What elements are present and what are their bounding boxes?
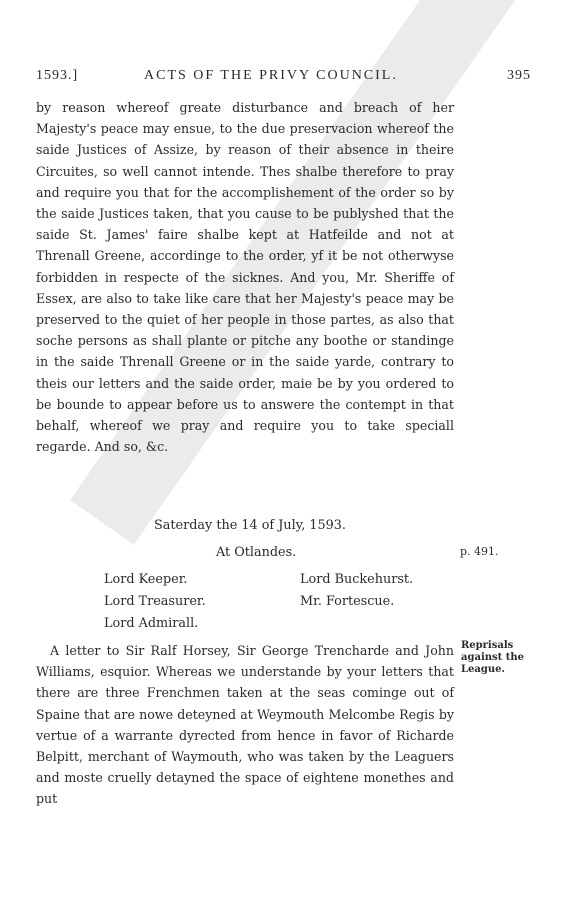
letter-paragraph: A letter to Sir Ralf Horsey, Sir George Trencharde and John Williams, esquior. Whereas we understande by your letters that there are three Frenchmen taken at the seas cominge out of Spaine that are nowe deteyned at Weymouth Melcombe Regis by vertue of a warrante dyrected from hence in favor of Richarde Belpitt, merchant of Waymouth, who was taken by the Leaguers and moste cruelly detayned the space of eightene monethes and put xyxy=(36,643,454,807)
paragraph-continuation: by reason whereof greate disturbance and breach of her Majesty's peace may ensue, to the due preservacion whereof the saide Justices of Assize, by reason of their absence in theire Circuites, so well cannot intende. Thes shalbe therefore to pray and require you that for the accomplishement of the order so by the saide Justices taken, that you cause to be publyshed that the saide St. James' faire shalbe kept at Hatfeilde and not at Threnall Greene, accordinge to the order, yf it be not otherwyse forbidden in respecte of the sicknes. And you, Mr. Sheriffe of Essex, are also to take like care that her Majesty's peace may be preserved to the quiet of her people in those partes, as also that soche persons as shall plante or pitche any boothe or standinge in the saide Threnall Greene or in the saide yarde, contrary to theis our letters and the saide order, maie be by you ordered to be bounde to appear before us to answere the contempt in that behalf, whereof we pray and require you to take speciall regarde. And so, &c. xyxy=(36,100,454,455)
header-title: ACTS OF THE PRIVY COUNCIL. xyxy=(144,68,398,83)
attendee: Lord Admirall. xyxy=(104,616,199,631)
meeting-date: Saterday the 14 of July, 1593. xyxy=(154,518,346,533)
attendee: Mr. Fortescue. xyxy=(300,594,395,609)
attendee: Lord Buckehurst. xyxy=(300,572,414,587)
attendee: Lord Treasurer. xyxy=(104,594,206,609)
header-year: 1593.] xyxy=(36,68,79,83)
meeting-place: At Otlandes. xyxy=(216,545,297,560)
margin-page-ref: p. 491. xyxy=(460,545,499,558)
attendee: Lord Keeper. xyxy=(104,572,188,587)
page-number: 395 xyxy=(507,68,531,83)
margin-note: Reprisals against the League. xyxy=(461,640,525,675)
